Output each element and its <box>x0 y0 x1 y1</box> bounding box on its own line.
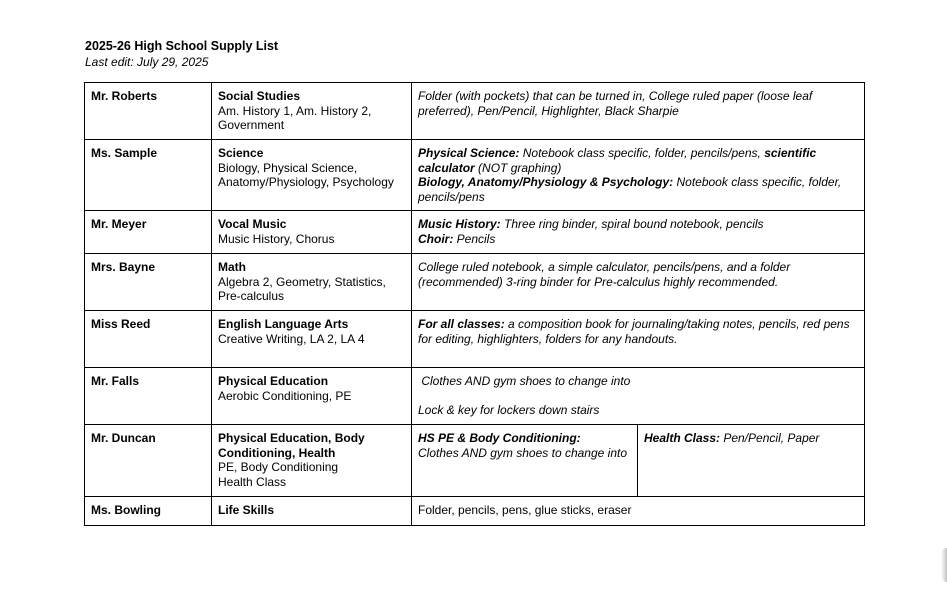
subject-cell <box>212 140 412 211</box>
subject-title: Physical Education, Body Conditioning, Health <box>218 431 365 460</box>
subject-title: Math <box>218 260 246 274</box>
subject-courses: Biology, Physical Science, Anatomy/Physiology, Psychology <box>218 160 394 189</box>
subject-title: Social Studies <box>218 89 301 103</box>
table-row-bowling <box>85 497 865 526</box>
supplies-line-choir <box>418 232 858 247</box>
table-row-reed <box>85 311 865 368</box>
subject-courses: Music History, Chorus <box>218 231 335 246</box>
subject-title: Vocal Music <box>218 217 287 231</box>
teacher-cell: Mr. Falls <box>85 368 212 425</box>
teacher-cell: Ms. Bowling <box>85 497 212 526</box>
subject-title: Science <box>218 146 264 160</box>
teacher-cell: Miss Reed <box>85 311 212 368</box>
subject-cell <box>212 83 412 140</box>
table-row-duncan <box>85 425 865 497</box>
subject-courses: PE, Body Conditioning <box>218 460 339 474</box>
supplies-label: Health Class: <box>644 431 721 445</box>
teacher-cell: Mr. Meyer <box>85 211 212 254</box>
supplies-line-music-history <box>418 217 858 232</box>
supplies-cell-health <box>638 425 865 497</box>
teacher-cell: Ms. Sample <box>85 140 212 211</box>
supplies-label: HS PE & Body Conditioning: <box>418 431 581 445</box>
supplies-cell <box>412 211 865 254</box>
supplies-text-tail: (NOT graphing) <box>474 160 562 175</box>
line-spacer <box>418 389 858 403</box>
supplies-cell: Folder (with pockets) that can be turned in, College ruled paper (loose leaf preferred), Pen/Pencil, Highlighter, Black Sharpie <box>412 83 865 140</box>
table-row-meyer <box>85 211 865 254</box>
supplies-text: Pencils <box>453 231 496 246</box>
supplies-text: Notebook class specific, folder, pencils/pens, <box>519 146 765 160</box>
supply-list-table <box>84 82 865 526</box>
subject-cell <box>212 497 412 526</box>
page-edge-shadow <box>941 548 947 582</box>
supplies-label: Choir: <box>418 231 454 246</box>
subject-courses: Am. History 1, Am. History 2, Government <box>218 103 372 132</box>
supplies-cell: College ruled notebook, a simple calculator, pencils/pens, and a folder (recommended) 3-ring binder for Pre-calculus highly recommended. <box>412 254 865 311</box>
supplies-cell: Folder, pencils, pens, glue sticks, eraser <box>412 497 865 526</box>
supplies-label: For all classes: <box>418 317 505 331</box>
supplies-label: Music History: <box>418 217 501 231</box>
supplies-cell <box>412 140 865 211</box>
teacher-cell: Mr. Roberts <box>85 83 212 140</box>
supplies-text: Three ring binder, spiral bound notebook, pencils <box>500 217 764 231</box>
supplies-line-physical-science <box>418 146 858 175</box>
subject-courses: Creative Writing, LA 2, LA 4 <box>218 331 365 346</box>
supplies-label: Biology, Anatomy/Physiology & Psychology: <box>418 175 674 189</box>
supplies-cell-pe <box>412 425 638 497</box>
teacher-cell: Mr. Duncan <box>85 425 212 497</box>
table-row-roberts <box>85 83 865 140</box>
supplies-text: Clothes AND gym shoes to change into <box>418 445 627 460</box>
subject-title: English Language Arts <box>218 317 349 331</box>
teacher-cell: Mrs. Bayne <box>85 254 212 311</box>
subject-courses: Health Class <box>218 474 287 489</box>
supplies-emphasis: scientific calculator <box>418 146 817 175</box>
subject-cell <box>212 425 412 497</box>
subject-title: Life Skills <box>218 503 275 517</box>
supplies-cell <box>412 311 865 368</box>
supplies-line-clothes: Clothes AND gym shoes to change into <box>418 374 631 388</box>
supplies-label: Physical Science: <box>418 146 520 160</box>
subject-cell <box>212 254 412 311</box>
table-row-sample <box>85 140 865 211</box>
subject-cell <box>212 311 412 368</box>
subject-courses: Algebra 2, Geometry, Statistics, Pre-calculus <box>218 274 386 303</box>
subject-cell <box>212 211 412 254</box>
subject-title: Physical Education <box>218 374 329 388</box>
table-row-bayne <box>85 254 865 311</box>
subject-courses: Aerobic Conditioning, PE <box>218 388 352 403</box>
last-edit-date: Last edit: July 29, 2025 <box>85 55 209 69</box>
supplies-text: a composition book for journaling/taking notes, pencils, red pens for editing, highlighters, folders for any handouts. <box>418 317 850 346</box>
supplies-text: Notebook class specific, folder, pencils/pens <box>418 175 842 204</box>
subject-cell <box>212 368 412 425</box>
table-row-falls <box>85 368 865 425</box>
page-title: 2025-26 High School Supply List <box>85 39 279 53</box>
supplies-line-lock: Lock & key for lockers down stairs <box>418 402 600 417</box>
supplies-text: Pen/Pencil, Paper <box>720 431 820 445</box>
supplies-cell <box>412 368 865 425</box>
supplies-line-biology <box>418 175 858 204</box>
